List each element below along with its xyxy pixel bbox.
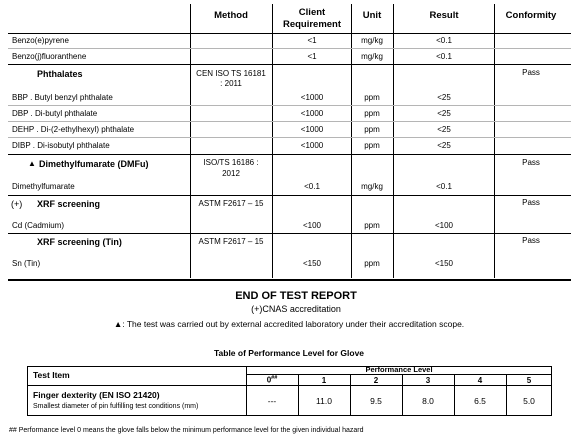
level-value: 5.0	[523, 396, 535, 406]
phthalates-conformity: Pass	[522, 68, 540, 77]
row-item: Benzo(j)fluoranthene	[12, 52, 87, 61]
row-result: <100	[434, 221, 454, 230]
test-item-header: Test Item	[33, 370, 70, 380]
level-value: 11.0	[316, 396, 332, 406]
row-divider	[8, 121, 571, 122]
row-result: <25	[437, 141, 451, 150]
header-conformity: Conformity	[505, 10, 557, 21]
footnote	[9, 427, 363, 434]
header-client-line1: Client	[298, 7, 326, 18]
level-header: 4	[477, 376, 483, 385]
row-client: <1000	[300, 125, 324, 134]
triangle-icon: ▲	[28, 159, 36, 168]
row-unit: ppm	[364, 125, 380, 134]
col-divider	[272, 4, 273, 278]
row-unit: ppm	[364, 109, 380, 118]
section-title-phthalates: Phthalates	[37, 69, 83, 79]
col-divider	[506, 374, 507, 416]
level-value: 6.5	[474, 396, 486, 406]
level-header: 3	[425, 376, 431, 385]
row-client: <1000	[300, 109, 324, 118]
xrf-tin-conformity: Pass	[522, 236, 540, 245]
row-item: BBP . Butyl benzyl phthalate	[12, 93, 113, 102]
row-unit: ppm	[364, 141, 380, 150]
row-item: DEHP . Di-(2-ethylhexyl) phthalate	[12, 125, 135, 134]
row-item: Dimethylfumarate	[12, 182, 75, 191]
xrf-method: ASTM F2617 – 15	[198, 199, 264, 208]
row-unit: mg/kg	[361, 182, 383, 191]
phthalates-method-line2: : 2011	[220, 79, 242, 88]
level-value: 9.5	[370, 396, 382, 406]
level-header: 1	[321, 376, 327, 385]
header-client-line2: Requirement	[282, 19, 342, 30]
row-item: DBP . Di-butyl phthalate	[12, 109, 98, 118]
level-0-sup: ##	[271, 375, 278, 381]
header-divider	[8, 33, 571, 34]
col-divider	[298, 374, 299, 416]
header-unit: Unit	[362, 10, 382, 21]
col-divider	[190, 4, 191, 278]
cnas-marker: (+)	[251, 304, 263, 314]
col-divider	[402, 374, 403, 416]
row-client: <1000	[300, 141, 324, 150]
col-divider	[393, 4, 394, 278]
row-result: <25	[437, 93, 451, 102]
row-result: <0.1	[436, 52, 452, 61]
performance-level-header: Performance Level	[365, 365, 433, 374]
header-method: Method	[214, 10, 248, 21]
level-header: 5	[526, 376, 532, 385]
row-unit: ppm	[364, 221, 380, 230]
end-report-title: END OF TEST REPORT	[235, 290, 357, 302]
dmfu-conformity: Pass	[522, 158, 540, 167]
row-item: Sn (Tin)	[12, 259, 41, 268]
section-title-dmfu: Dimethylfumarate (DMFu)	[39, 159, 149, 169]
footnote-marker: ##	[9, 427, 17, 434]
section-title-xrf-tin: XRF screening (Tin)	[37, 237, 122, 247]
section-divider	[8, 64, 571, 65]
row-client: <0.1	[304, 182, 320, 191]
cnas-line	[251, 305, 341, 314]
item-sub: Smallest diameter of pin fulfilling test conditions (mm)	[33, 403, 199, 410]
accreditation-note	[114, 320, 464, 329]
row-divider	[8, 105, 571, 106]
section-divider	[8, 195, 571, 196]
section-divider	[8, 233, 571, 234]
footnote-text: Performance level 0 means the glove falls below the minimum performance level for the given individual hazard	[18, 427, 364, 434]
level-value: ---	[267, 396, 277, 406]
row-item: Benzo(e)pyrene	[12, 36, 69, 45]
row-result: <25	[437, 125, 451, 134]
row-item: Cd (Cadmium)	[12, 221, 65, 230]
section-divider	[8, 154, 571, 155]
col-divider	[351, 4, 352, 278]
row-divider	[246, 374, 552, 375]
row-item: DIBP . Di-isobutyl phthalate	[12, 141, 110, 150]
header-result: Result	[429, 10, 459, 21]
xrf-marker: (+)	[11, 199, 23, 209]
row-client: <100	[302, 221, 322, 230]
triangle-icon: ▲	[113, 319, 123, 329]
row-result: <25	[437, 109, 451, 118]
phthalates-method-line1: CEN ISO TS 16181	[196, 69, 266, 78]
dmfu-method-line2: 2012	[222, 169, 240, 178]
xrf-tin-method: ASTM F2617 – 15	[198, 237, 264, 246]
row-result: <0.1	[436, 36, 452, 45]
col-divider	[350, 374, 351, 416]
col-divider	[454, 374, 455, 416]
row-client: <1	[307, 36, 317, 45]
row-divider	[8, 48, 571, 49]
row-divider	[8, 137, 571, 138]
col-divider	[494, 4, 495, 278]
row-unit: ppm	[364, 93, 380, 102]
item-name: Finger dexterity (EN ISO 21420)	[33, 390, 160, 400]
level-header: 2	[373, 376, 379, 385]
level-0: 0	[266, 375, 272, 385]
xrf-conformity: Pass	[522, 198, 540, 207]
level-value: 8.0	[422, 396, 434, 406]
cnas-text: CNAS accreditation	[262, 304, 341, 314]
section-title-xrf: XRF screening	[37, 199, 101, 209]
row-result: <150	[434, 259, 454, 268]
accreditation-note-text: : The test was carried out by external accredited laboratory under their accreditation scope.	[122, 319, 465, 329]
row-client: <1000	[300, 93, 324, 102]
report-separator	[8, 279, 571, 281]
row-result: <0.1	[436, 182, 452, 191]
performance-table-title: Table of Performance Level for Glove	[213, 348, 365, 358]
row-client: <150	[302, 259, 322, 268]
dmfu-method-line1: ISO/TS 16186 :	[203, 158, 259, 167]
row-client: <1	[307, 52, 317, 61]
row-unit: ppm	[364, 259, 380, 268]
row-unit: mg/kg	[361, 36, 383, 45]
row-unit: mg/kg	[361, 52, 383, 61]
level-0-header	[267, 376, 278, 385]
row-divider	[27, 385, 552, 386]
